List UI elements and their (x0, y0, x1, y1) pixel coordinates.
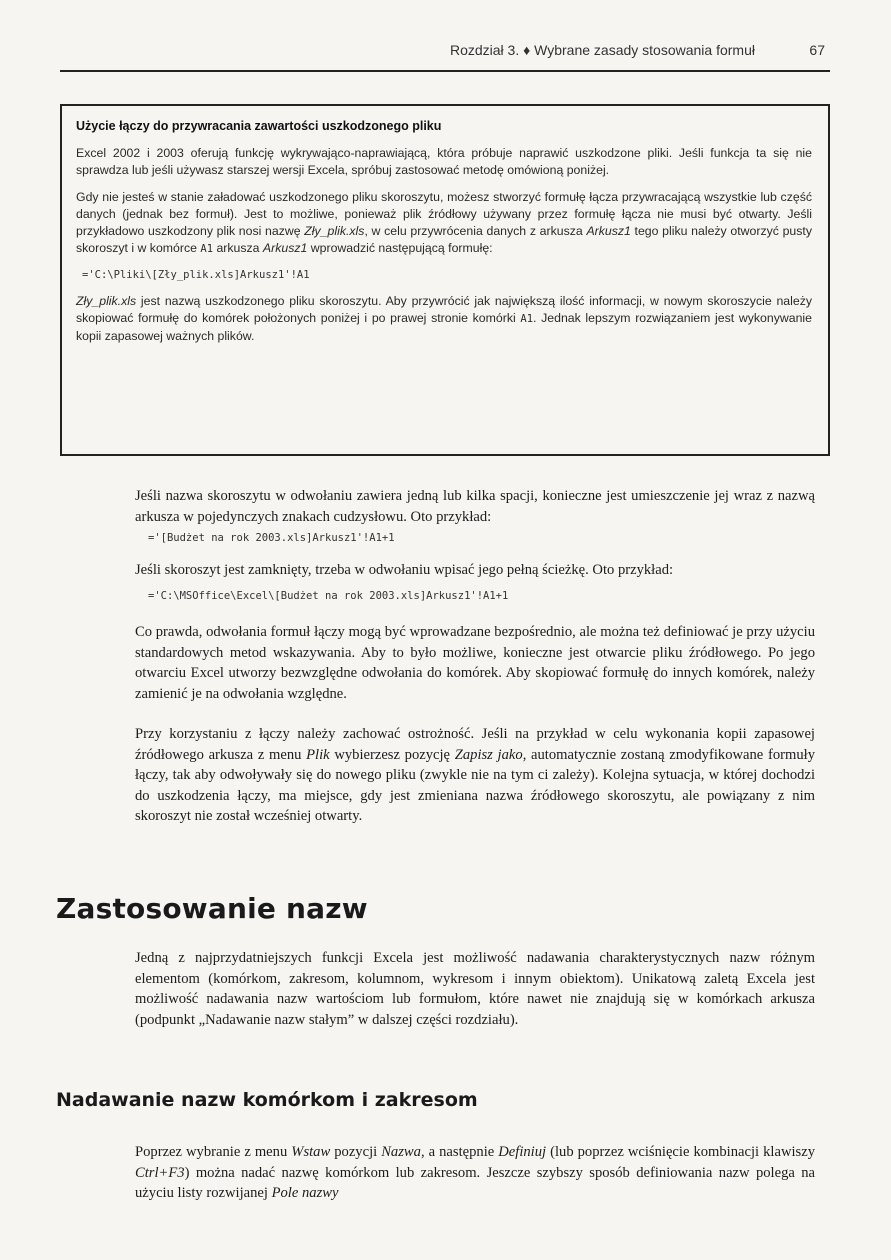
code-example-2: ='C:\MSOffice\Excel\[Budżet na rok 2003.xls]Arkusz1'!A1+1 (148, 590, 509, 602)
page-number: 67 (809, 42, 825, 58)
text: Gdy nie jesteś w stanie załadować uszkodzonego pliku skoroszytu, możesz stworzyć formułę łącza przywracającą wszystkie lub część danych (jednak bez formuł). Jest to możliwe, ponieważ plik źródłowy używany przez formułę łącza nie musi być otwarty. Jeśli przykładowo uszkodzony plik nosi nazwę (76, 189, 812, 239)
file-name: Zły_plik.xls (304, 224, 365, 239)
sidebar-paragraph-2 (76, 189, 812, 259)
subsection-paragraph (135, 1142, 815, 1204)
text: , automatycznie zostaną zmodyfikowane formuły łączy, tak aby odwoływały się do nowego pliku (zwykle nie na tym ci zależy). Kolejna sytuacja, w której dochodzi do uszkodzenia łączy, ma miejsce, gdy jest zmieniana nazwa źródłowego skoroszytu, ale powiązany z nim skoroszyt nie został wcześniej otwarty. (135, 746, 815, 825)
menu-item: Nazwa (381, 1144, 421, 1160)
text: wprowadzić następującą formułę: (307, 241, 493, 256)
menu-item: Zapisz jako (454, 746, 523, 763)
cell-ref: A1 (200, 243, 214, 256)
sidebar-paragraph-1: Excel 2002 i 2003 oferują funkcję wykrywająco-naprawiającą, która próbuje naprawić uszkodzone pliki. Jeśli funkcja ta się nie sprawdza lub jeśli używasz starszej wersji Excela, spróbuj zastosować metodę omówioną poniżej. (76, 146, 812, 178)
text: jest nazwą uszkodzonego pliku skoroszytu. Aby przywrócić jak największą ilość informacji, w nowym skoroszycie należy skopiować formułę do komórek położonych poniżej i po prawej stronie komórki (76, 293, 812, 325)
text: tego pliku należy otworzyć pusty skoroszyt i w komórce (76, 224, 812, 256)
text: wybierzesz pozycję (329, 746, 455, 763)
sidebar-box (60, 104, 830, 456)
sidebar-formula: ='C:\Pliki\[Zły_plik.xls]Arkusz1'!A1 (82, 269, 310, 282)
file-name: Zły_plik.xls (76, 293, 137, 308)
menu-name: Plik (306, 746, 330, 763)
submenu-item: Definiuj (498, 1144, 547, 1160)
body-paragraph-4 (135, 724, 815, 827)
text: , a następnie (420, 1144, 499, 1160)
code-example-1: ='[Budżet na rok 2003.xls]Arkusz1'!A1+1 (148, 532, 395, 544)
section-heading: Zastosowanie nazw (56, 892, 368, 925)
section-paragraph: Jedną z najprzydatniejszych funkcji Excela jest możliwość nadawania charakterystycznych nazw różnym elementom (komórkom, zakresom, kolumnom, wykresom i innym obiektom). Unikatową zaletą Excela jest możliwość nadawania nazw wartościom lub formułom, które nawet nie znajdują się w komórkach arkusza (podpunkt „Nadawanie nazw stałym” w dalszej części rozdziału). (135, 950, 815, 1028)
sheet-name: Arkusz1 (586, 224, 631, 239)
body-paragraph-1: Jeśli nazwa skoroszytu w odwołaniu zawiera jedną lub kilka spacji, konieczne jest umieszczenie jej wraz z nazwą arkusza w pojedynczych znakach cudzysłowu. Oto przykład: (135, 488, 815, 525)
text: ) można nadać nazwę komórkom lub zakresom. Jeszcze szybszy sposób definiowania nazw polega na użyciu listy rozwijanej (135, 1164, 815, 1202)
cell-ref: A1 (520, 312, 534, 325)
text: (lub poprzez wciśnięcie kombinacji klawiszy (546, 1144, 815, 1160)
text: arkusza (213, 241, 263, 256)
sheet-name: Arkusz1 (262, 241, 308, 256)
text: pozycji (330, 1144, 382, 1160)
body-paragraph-3: Co prawda, odwołania formuł łączy mogą być wprowadzane bezpośrednio, ale można też definiować je przy użyciu standardowych metod wskazywania. Aby to było możliwe, konieczne jest otwarcie pliku źródłowego. Po jego otwarciu Excel utworzy bezwzględne odwołania do komórek. Aby skopiować formułę do innych komórek, należy zamienić je na odwołania względne. (135, 624, 815, 702)
page-header (60, 36, 830, 72)
text: , w celu przywrócenia danych z arkusza (364, 224, 587, 239)
keyboard-shortcut: Ctrl+F3 (135, 1164, 185, 1181)
field-name: Pole nazwy (271, 1185, 339, 1202)
text: . Jednak lepszym rozwiązaniem jest wykonywanie kopii zapasowej ważnych plików. (76, 310, 812, 344)
text: Poprzez wybranie z menu (135, 1144, 292, 1160)
menu-name: Wstaw (291, 1144, 331, 1160)
sidebar-title: Użycie łączy do przywracania zawartości uszkodzonego pliku (76, 119, 442, 133)
sidebar-paragraph-3 (76, 293, 812, 346)
subsection-heading: Nadawanie nazw komórkom i zakresom (56, 1089, 478, 1111)
body-paragraph-2: Jeśli skoroszyt jest zamknięty, trzeba w odwołaniu wpisać jego pełną ścieżkę. Oto przykład: (135, 562, 674, 578)
running-header-title: Rozdział 3. ♦ Wybrane zasady stosowania formuł (449, 42, 755, 58)
text: Przy korzystaniu z łączy należy zachować ostrożność. Jeśli na przykład w celu wykonania kopii zapasowej źródłowego arkusza z menu (135, 726, 815, 763)
